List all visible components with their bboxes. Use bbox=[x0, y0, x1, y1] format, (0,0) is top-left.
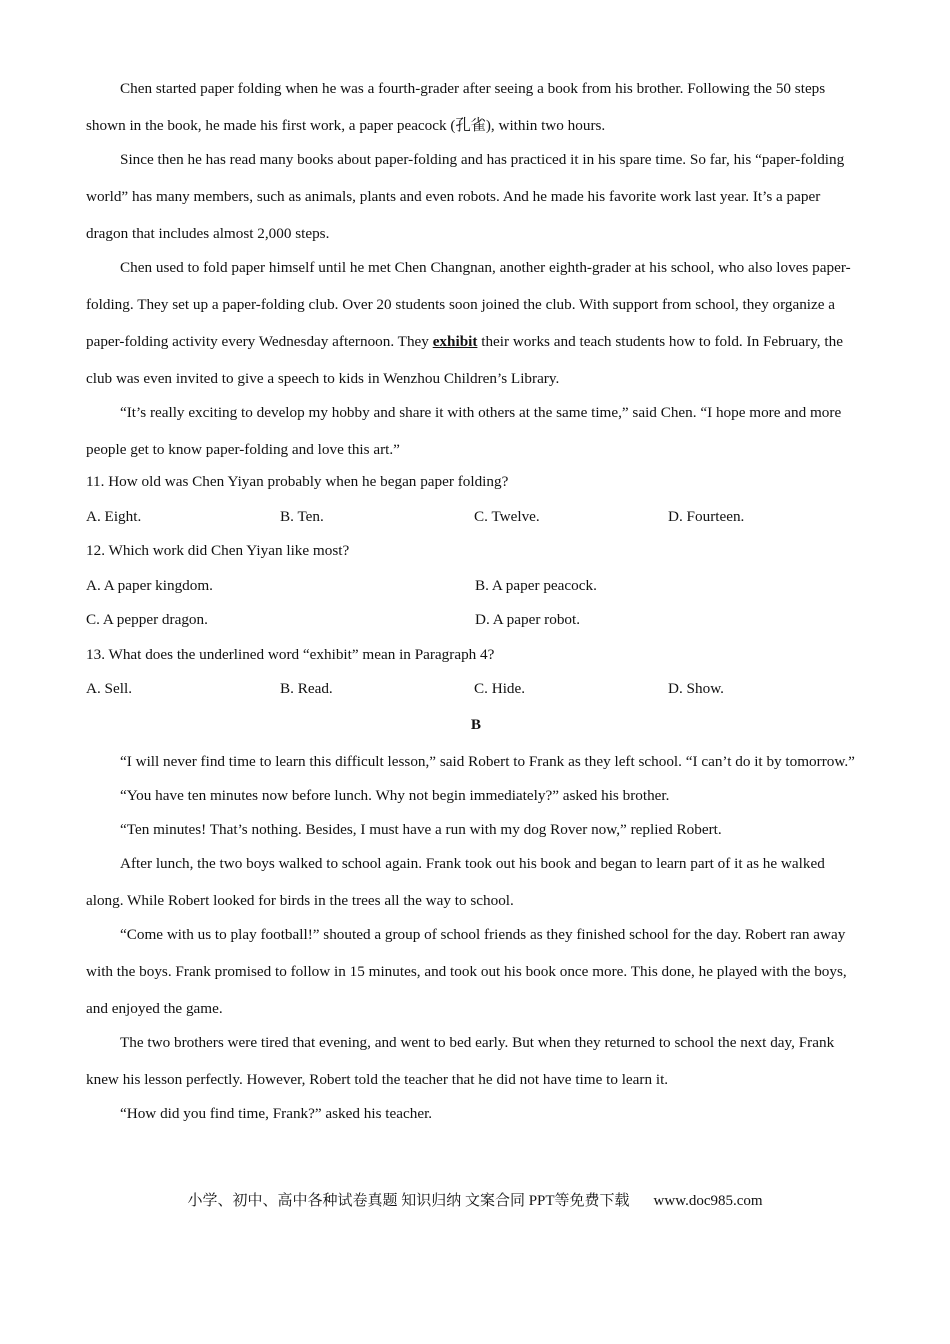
question-11 bbox=[86, 465, 866, 534]
passage-a-paragraph-3 bbox=[86, 249, 866, 397]
passage-a-paragraph-4: “It’s really exciting to develop my hobby and share it with others at the same time,” said Chen. “I hope more and more people get to know paper-folding and love this art.” bbox=[86, 404, 842, 458]
question-12 bbox=[86, 534, 866, 638]
passage-b-paragraph: “I will never find time to learn this difficult lesson,” said Robert to Frank as they left school. “I can’t do it by tomorrow.” bbox=[120, 752, 855, 770]
option-a: A. Eight. bbox=[86, 507, 142, 525]
question-13 bbox=[86, 638, 866, 707]
section-b-heading: B bbox=[470, 715, 482, 733]
option-a: A. Sell. bbox=[86, 680, 132, 697]
underlined-word-exhibit: exhibit bbox=[432, 333, 478, 350]
option-row bbox=[86, 500, 866, 535]
option-c: C. Twelve. bbox=[474, 507, 540, 525]
question-stem: 12. Which work did Chen Yiyan like most? bbox=[86, 542, 350, 559]
option-c: C. A pepper dragon. bbox=[86, 611, 208, 628]
page-footer bbox=[0, 1189, 950, 1213]
option-b: B. A paper peacock. bbox=[475, 576, 597, 594]
paragraph-3-text-end: their works and teach students how to fold. In February, the club was even invited to give a speech to kids in Wenzhou Children’s Library. bbox=[86, 333, 843, 387]
option-d: D. Fourteen. bbox=[668, 507, 745, 525]
passage-b-paragraph: “You have ten minutes now before lunch. Why not begin immediately?” asked his brother. bbox=[120, 786, 670, 804]
question-stem: 11. How old was Chen Yiyan probably when he began paper folding? bbox=[86, 473, 509, 490]
passage-a-paragraph-2: Since then he has read many books about paper-folding and has practiced it in his spare time. So far, his “paper-folding world” has many members, such as animals, plants and even robots. And he made his favorite work last year. It’s a paper dragon that includes almost 2,000 steps. bbox=[86, 151, 845, 242]
option-b: B. Ten. bbox=[280, 507, 324, 525]
option-row bbox=[86, 603, 866, 638]
passage-b-paragraph: “Ten minutes! That’s nothing. Besides, I must have a run with my dog Rover now,” replied Robert. bbox=[120, 820, 722, 838]
passage-a-paragraph-1: Chen started paper folding when he was a fourth-grader after seeing a book from his brother. Following the 50 steps shown in the book, he made his first work, a paper peacock (孔雀), within two hours. bbox=[86, 80, 826, 134]
option-row bbox=[86, 569, 866, 604]
passage-b-paragraph: “How did you find time, Frank?” asked his teacher. bbox=[120, 1104, 433, 1122]
passage-b-paragraph: After lunch, the two boys walked to school again. Frank took out his book and began to learn part of it as he walked along. While Robert looked for birds in the trees all the way to school. bbox=[86, 854, 825, 909]
option-c: C. Hide. bbox=[474, 680, 526, 697]
option-a: A. A paper kingdom. bbox=[86, 576, 213, 594]
footer-url[interactable]: www.doc985.com bbox=[653, 1193, 763, 1209]
passage-b-paragraph: The two brothers were tired that evening, and went to bed early. But when they returned to school the next day, Frank knew his lesson perfectly. However, Robert told the teacher that he did not have time to learn it. bbox=[86, 1033, 835, 1088]
option-d: D. A paper robot. bbox=[475, 611, 581, 628]
passage-b-paragraph: “Come with us to play football!” shouted a group of school friends as they finished school for the day. Robert ran away with the boys. Frank promised to follow in 15 minutes, and took out his book once more. This done, he played with the boys, and enjoyed the game. bbox=[86, 925, 847, 1017]
paragraph-3-text-start: Chen used to fold paper himself until he met Chen Changnan, another eighth-grader at his school, who also loves paper-folding. They set up a paper-folding club. Over 20 students soon joined the club. With support from school, they organize a paper-folding activity every Wednesday afternoon. They bbox=[86, 259, 851, 350]
document-page bbox=[86, 70, 866, 1129]
option-b: B. Read. bbox=[280, 680, 333, 697]
option-d: D. Show. bbox=[668, 680, 724, 697]
question-stem: 13. What does the underlined word “exhibit” mean in Paragraph 4? bbox=[86, 645, 495, 663]
option-row bbox=[86, 672, 866, 707]
footer-text: 小学、初中、高中各种试卷真题 知识归纳 文案合同 PPT等免费下载 bbox=[187, 1193, 630, 1209]
